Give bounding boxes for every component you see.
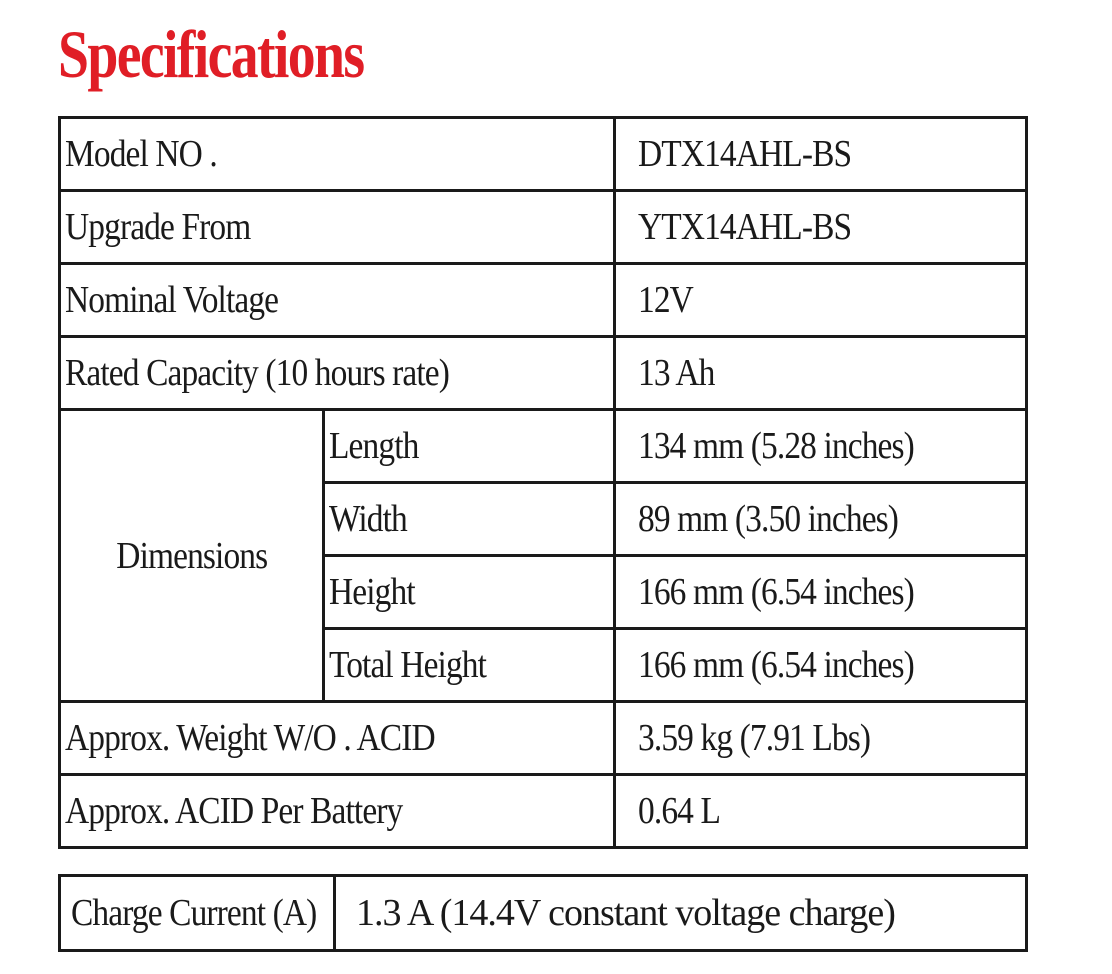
dimensions-label: Dimensions bbox=[60, 410, 324, 702]
length-label: Length bbox=[324, 410, 615, 483]
table-row bbox=[60, 410, 1027, 483]
model-value: DTX14AHL-BS bbox=[615, 118, 1027, 191]
table-row bbox=[60, 264, 1027, 337]
upgrade-label: Upgrade From bbox=[60, 191, 615, 264]
total-height-value: 166 mm (6.54 inches) bbox=[615, 629, 1027, 702]
page-title: Specifications bbox=[58, 16, 364, 92]
acid-value: 0.64 L bbox=[615, 775, 1027, 848]
width-value: 89 mm (3.50 inches) bbox=[615, 483, 1027, 556]
charge-table bbox=[58, 874, 1028, 952]
width-label: Width bbox=[324, 483, 615, 556]
acid-label: Approx. ACID Per Battery bbox=[60, 775, 615, 848]
voltage-value: 12V bbox=[615, 264, 1027, 337]
weight-value: 3.59 kg (7.91 Lbs) bbox=[615, 702, 1027, 775]
table-row bbox=[60, 775, 1027, 848]
voltage-label: Nominal Voltage bbox=[60, 264, 615, 337]
table-row bbox=[60, 876, 1027, 951]
length-value: 134 mm (5.28 inches) bbox=[615, 410, 1027, 483]
height-value: 166 mm (6.54 inches) bbox=[615, 556, 1027, 629]
model-label: Model NO . bbox=[60, 118, 615, 191]
capacity-value: 13 Ah bbox=[615, 337, 1027, 410]
capacity-label: Rated Capacity (10 hours rate) bbox=[60, 337, 615, 410]
total-height-label: Total Height bbox=[324, 629, 615, 702]
table-row bbox=[60, 118, 1027, 191]
specifications-table bbox=[58, 116, 1028, 849]
upgrade-value: YTX14AHL-BS bbox=[615, 191, 1027, 264]
height-label: Height bbox=[324, 556, 615, 629]
weight-label: Approx. Weight W/O . ACID bbox=[60, 702, 615, 775]
charge-label: Charge Current (A) bbox=[60, 876, 335, 951]
table-row bbox=[60, 191, 1027, 264]
charge-value: 1.3 A (14.4V constant voltage charge) bbox=[335, 876, 1027, 951]
table-row bbox=[60, 337, 1027, 410]
table-row bbox=[60, 702, 1027, 775]
